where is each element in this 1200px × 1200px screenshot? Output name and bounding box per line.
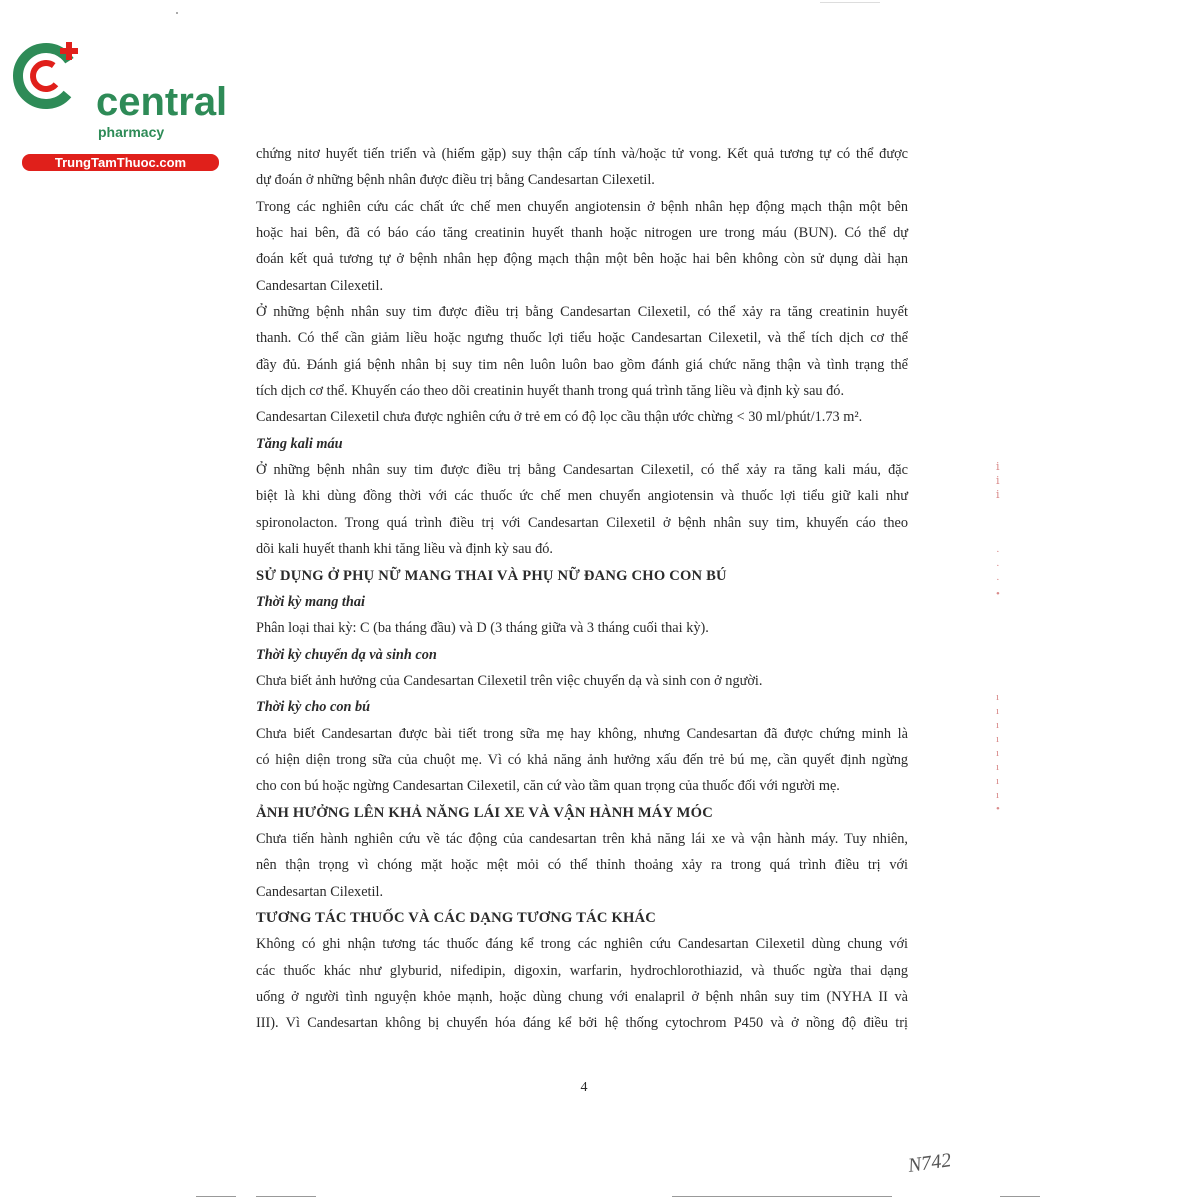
brand-name: central (96, 80, 228, 124)
subheading-hyperkalemia: Tăng kali máu (256, 435, 343, 452)
text-line: đầy đủ. Đánh giá bệnh nhân bị suy tim nên luôn luôn bao gồm đánh giá chức năng thận và tình trạng thể (256, 356, 908, 373)
margin-stamp-mark: ı ı ı ı ı ı ı ı • (996, 691, 1000, 815)
text-line: spironolacton. Trong quá trình điều trị với Candesartan Cilexetil ở bệnh nhân suy tim, khuyến cáo theo (256, 514, 908, 531)
text-line: Candesartan Cilexetil. (256, 277, 384, 294)
text-line: nên thận trọng vì chóng mặt hoặc mệt mỏi có thể thỉnh thoảng xảy ra trong quá trình điều trị với (256, 857, 908, 874)
text-line: tích dịch cơ thể. Khuyến cáo theo dõi creatinin huyết thanh trong quá trình tăng liều và định kỳ sau đó. (256, 383, 845, 400)
text-line: biệt là khi dùng đồng thời với các thuốc ức chế men chuyển angiotensin và thuốc lợi tiểu giữ kali như (256, 488, 908, 505)
section-heading-interactions: TƯƠNG TÁC THUỐC VÀ CÁC DẠNG TƯƠNG TÁC KHÁC (256, 909, 657, 926)
text-line: đoán kết quả tương tự ở bệnh nhân hẹp động mạch thận một bên hoặc hai bên không còn sử dụng dài hạn (256, 251, 908, 268)
text-line: cho con bú hoặc ngừng Candesartan Cilexetil, căn cứ vào tầm quan trọng của thuốc đối với người mẹ. (256, 778, 840, 795)
brand-sub: pharmacy (98, 124, 165, 140)
section-heading-driving: ẢNH HƯỞNG LÊN KHẢ NĂNG LÁI XE VÀ VẬN HÀNH MÁY MÓC (256, 804, 713, 821)
text-line: chứng nitơ huyết tiến triển và (hiếm gặp) suy thận cấp tính và/hoặc tử vong. Kết quả tương tự có thể được (256, 146, 908, 162)
scan-edge-line (256, 1196, 316, 1197)
text-line: các thuốc khác như glyburid, nifedipin, digoxin, warfarin, hydrochlorothiazid, và thuốc ngừa thai dạng (256, 962, 908, 979)
logo-mark-icon (10, 36, 90, 116)
page-number: 4 (580, 1080, 588, 1095)
brand-logo (10, 36, 228, 170)
text-line: dõi kali huyết thanh khi tăng liều và định kỳ sau đó. (256, 541, 554, 558)
text-line: Chưa tiến hành nghiên cứu về tác động của candesartan trên khả năng lái xe và vận hành máy. Tuy nhiên, (256, 830, 908, 847)
document-body (256, 141, 908, 1037)
subheading-pregnancy-period: Thời kỳ mang thai (256, 593, 365, 610)
text-line: uống ở người tình nguyện khỏe mạnh, hoặc dùng chung với enalapril ở bệnh nhân suy tim (NYHA II và (256, 989, 908, 1005)
text-line: dự đoán ở những bệnh nhân được điều trị bằng Candesartan Cilexetil. (256, 172, 655, 189)
subheading-labor: Thời kỳ chuyển dạ và sinh con (256, 646, 437, 663)
brand-url: TrungTamThuoc.com (22, 154, 219, 171)
text-line: Chưa biết Candesartan được bài tiết trong sữa mẹ hay không, nhưng Candesartan đã được chứng minh là (256, 725, 908, 742)
scan-edge-line (196, 1196, 236, 1197)
text-line: Chưa biết ảnh hưởng của Candesartan Cilexetil trên việc chuyển dạ và sinh con ở người. (256, 672, 763, 689)
handwritten-signature: N742 (906, 1149, 953, 1177)
text-line: Phân loại thai kỳ: C (ba tháng đầu) và D (3 tháng giữa và 3 tháng cuối thai kỳ). (256, 620, 709, 637)
scan-edge-line (820, 2, 880, 3)
text-line: Trong các nghiên cứu các chất ức chế men chuyển angiotensin ở bệnh nhân hẹp động mạch thận một bên (256, 198, 908, 215)
text-line: hoặc hai bên, đã có báo cáo tăng creatinin huyết thanh hoặc nitrogen ure trong máu (BUN). Có thể dự (256, 225, 908, 242)
margin-stamp-mark: · · · • (996, 546, 1000, 600)
text-line: Ở những bệnh nhân suy tim được điều trị bằng Candesartan Cilexetil, có thể xảy ra tăng creatinin huyết (256, 304, 908, 321)
text-line: Ở những bệnh nhân suy tim được điều trị bằng Candesartan Cilexetil, có thể xảy ra tăng kali máu, đặc (256, 462, 908, 479)
text-line: Candesartan Cilexetil. (256, 883, 384, 900)
text-line: Không có ghi nhận tương tác thuốc đáng kể trong các nghiên cứu Candesartan Cilexetil dùng chung với (256, 936, 908, 953)
text-line: Candesartan Cilexetil chưa được nghiên cứu ở trẻ em có độ lọc cầu thận ước chừng < 30 ml/phút/1.73 m². (256, 409, 863, 426)
subheading-lactation: Thời kỳ cho con bú (256, 699, 371, 716)
scan-edge-line (1000, 1196, 1040, 1197)
text-line: thanh. Có thể cần giảm liều hoặc ngưng thuốc lợi tiểu hoặc Candesartan Cilexetil, và thể tích dịch cơ thể (256, 330, 908, 347)
section-heading-pregnancy: SỬ DỤNG Ở PHỤ NỮ MANG THAI VÀ PHỤ NỮ ĐANG CHO CON BÚ (256, 567, 727, 584)
scan-edge-line (672, 1196, 892, 1197)
text-line: có hiện diện trong sữa của chuột mẹ. Vì có khả năng ảnh hưởng xấu đến trẻ bú mẹ, cần quyết định ngừng (256, 751, 908, 768)
text-line: III). Vì Candesartan không bị chuyển hóa đáng kể bởi hệ thống cytochrom P450 và ở nồng độ điều trị (256, 1015, 908, 1032)
scan-dust (176, 12, 178, 14)
margin-stamp-mark: ⅰ ⅰ ⅰ (996, 461, 1000, 501)
